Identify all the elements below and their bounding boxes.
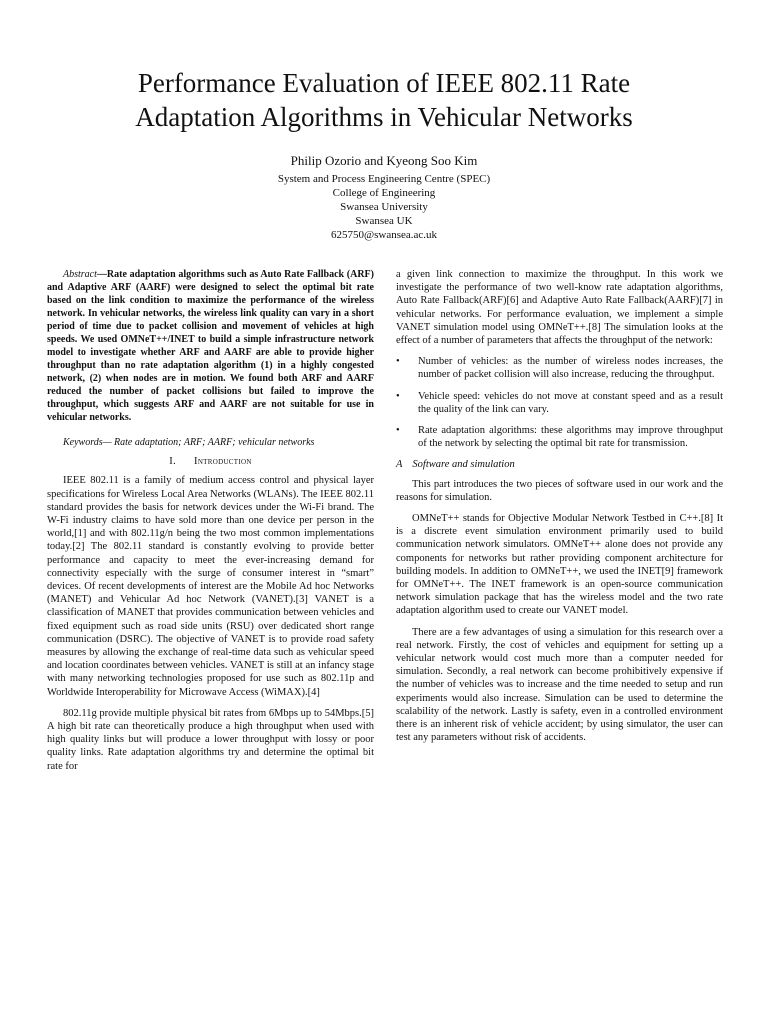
intro-continuation: a given link connection to maximize the throughput. In this work we investigate the performance of two well-know rate adaptation algorithms, Auto Rate Fallback(ARF)[6] and Adaptive Auto Rate Fallback(AARF)[7] in vehicular networks. For performance evaluation, we implement a simple VANET simulation model using OMNeT++.[8] The simulation looks at the effect of a number of parameters that affects the throughput of the network: — [396, 269, 723, 347]
list-item: • Number of vehicles: as the number of wireless nodes increases, the number of packet collision will also increase, reducing the throughput. — [418, 355, 723, 381]
affiliation-line: College of Engineering — [332, 187, 436, 199]
subsection-label: A — [396, 459, 403, 471]
software-paragraph-3: There are a few advantages of using a simulation for this research over a real network. Firstly, the cost of vehicles and equipment for setting up a vehicular network would cost much more than a computer needed for simulation. Secondly, a real network can become prohibitively expensive if the number of vehicles was to increase and the time needed to setup and run experiments would also increase. Simulation can be used to determine the scalability of the network. Lastly is safety, even in a controlled environment there is an inherent risk of vehicle accident; by using simulator, the user can test any parameters without risk of accidents. — [396, 626, 723, 744]
section-heading-introduction — [47, 455, 374, 468]
software-paragraph-2: OMNeT++ stands for Objective Modular Network Testbed in C++.[8] It is a discrete event simulation environment primarily used to build communication network simulators. OMNeT++ alone does not provide any components for networks but rather providing component architecture for building models. In addition to OMNeT++, we used the INET[9] framework for OMNeT++. The INET framework is an open-source communication network simulation package that has the wireless model and the two rate adaptation algorithm used to create our VANET model. — [396, 513, 723, 617]
affiliation-line: Swansea UK — [355, 215, 413, 227]
software-paragraph-1: This part introduces the two pieces of software used in our work and the reasons for simulation. — [396, 478, 723, 503]
intro-paragraph-1: IEEE 802.11 is a family of medium access control and physical layer specifications for Wireless Local Area Networks (WLANs). The IEEE 802.11 standard provides the basis for network devices under the Wi-Fi brand. The W-Fi industry claims to have sold more than one device per person in the world,[1] and with 802.11g/n being the two most common implementations today.[2] The 802.11 standard is constantly evolving to provide better performance and capacity to meet the ever-increasing demand for connectivity especially with the surge of consumer interest in “smart” devices. Of recent developments of interest are the Mobile Ad hoc Networks (MANET) and Vehicular Ad hoc Network (VANET).[3] VANET is a classification of MANET that provides communication between vehicles and fixed equipment such as road side units (RSU) over dedicated short range communication (DSRC). The objective of VANET is to provide road safety measures by allowing the exchange of real-time data such as vehicular speed and location coordinates between vehicles. VANET is still at an infancy stage with many networking technologies proposed for use such as 802.11p and Worldwide Interoperability for Microwave Access (WiMAX).[4] — [47, 475, 374, 698]
affiliation-line: System and Process Engineering Centre (SPEC) — [277, 173, 491, 185]
title-line-2: Adaptation Algorithms in Vehicular Networks — [135, 102, 633, 132]
parameter-list — [396, 355, 723, 450]
list-item: • Vehicle speed: vehicles do not move at constant speed and as a result the quality of the link can vary. — [418, 390, 723, 416]
affiliation-line: Swansea University — [340, 201, 428, 213]
affiliation-block — [0, 172, 768, 242]
abstract-text: —Rate adaptation algorithms such as Auto Rate Fallback (ARF) and Adaptive ARF (AARF) were designed to select the optimal bit rate based on the link condition to maximize the performance of the wireless network. In vehicular networks, the wireless link quality can vary in a short period of time due to packet collision and movement of vehicles at high speeds. We used OMNeT++/INET to build a simple infrastructure network model to investigate whether ARF and AARF are able to provide higher throughput than no rate adaptation algorithm (1) in a highly congested network, (2) when nodes are in motion. We found both ARF and AARF reduced the number of packet collisions but failed to improve the throughput, which suggests ARF and AARF are not suitable for use in vehicular networks. — [47, 269, 374, 423]
intro-paragraph-2: 802.11g provide multiple physical bit rates from 6Mbps up to 54Mbps.[5] A high bit rate can theoretically produce a high throughput when used with high quality links but will produce a lower throughput with lossy or poor quality links. Rate adaptation algorithms try and determine the optimal bit rate for — [47, 707, 374, 772]
list-item: • Rate adaptation algorithms: these algorithms may improve throughput of the network by selecting the optimal bit rate for transmission. — [418, 424, 723, 450]
abstract — [47, 268, 374, 424]
subsection-heading — [396, 458, 723, 471]
section-title: Introduction — [194, 456, 252, 468]
abstract-lead: Abstract — [63, 269, 97, 280]
section-number: I. — [169, 456, 177, 468]
keywords: Keywords— Rate adaptation; ARF; AARF; vehicular networks — [63, 437, 315, 448]
author-names: Philip Ozorio and Kyeong Soo Kim — [290, 153, 478, 168]
author-email: 625750@swansea.ac.uk — [330, 229, 438, 241]
left-column — [47, 268, 374, 781]
right-column — [396, 268, 723, 753]
title-line-1: Performance Evaluation of IEEE 802.11 Rate — [137, 68, 631, 98]
paper-title — [0, 66, 768, 134]
subsection-title: Software and simulation — [412, 459, 515, 471]
